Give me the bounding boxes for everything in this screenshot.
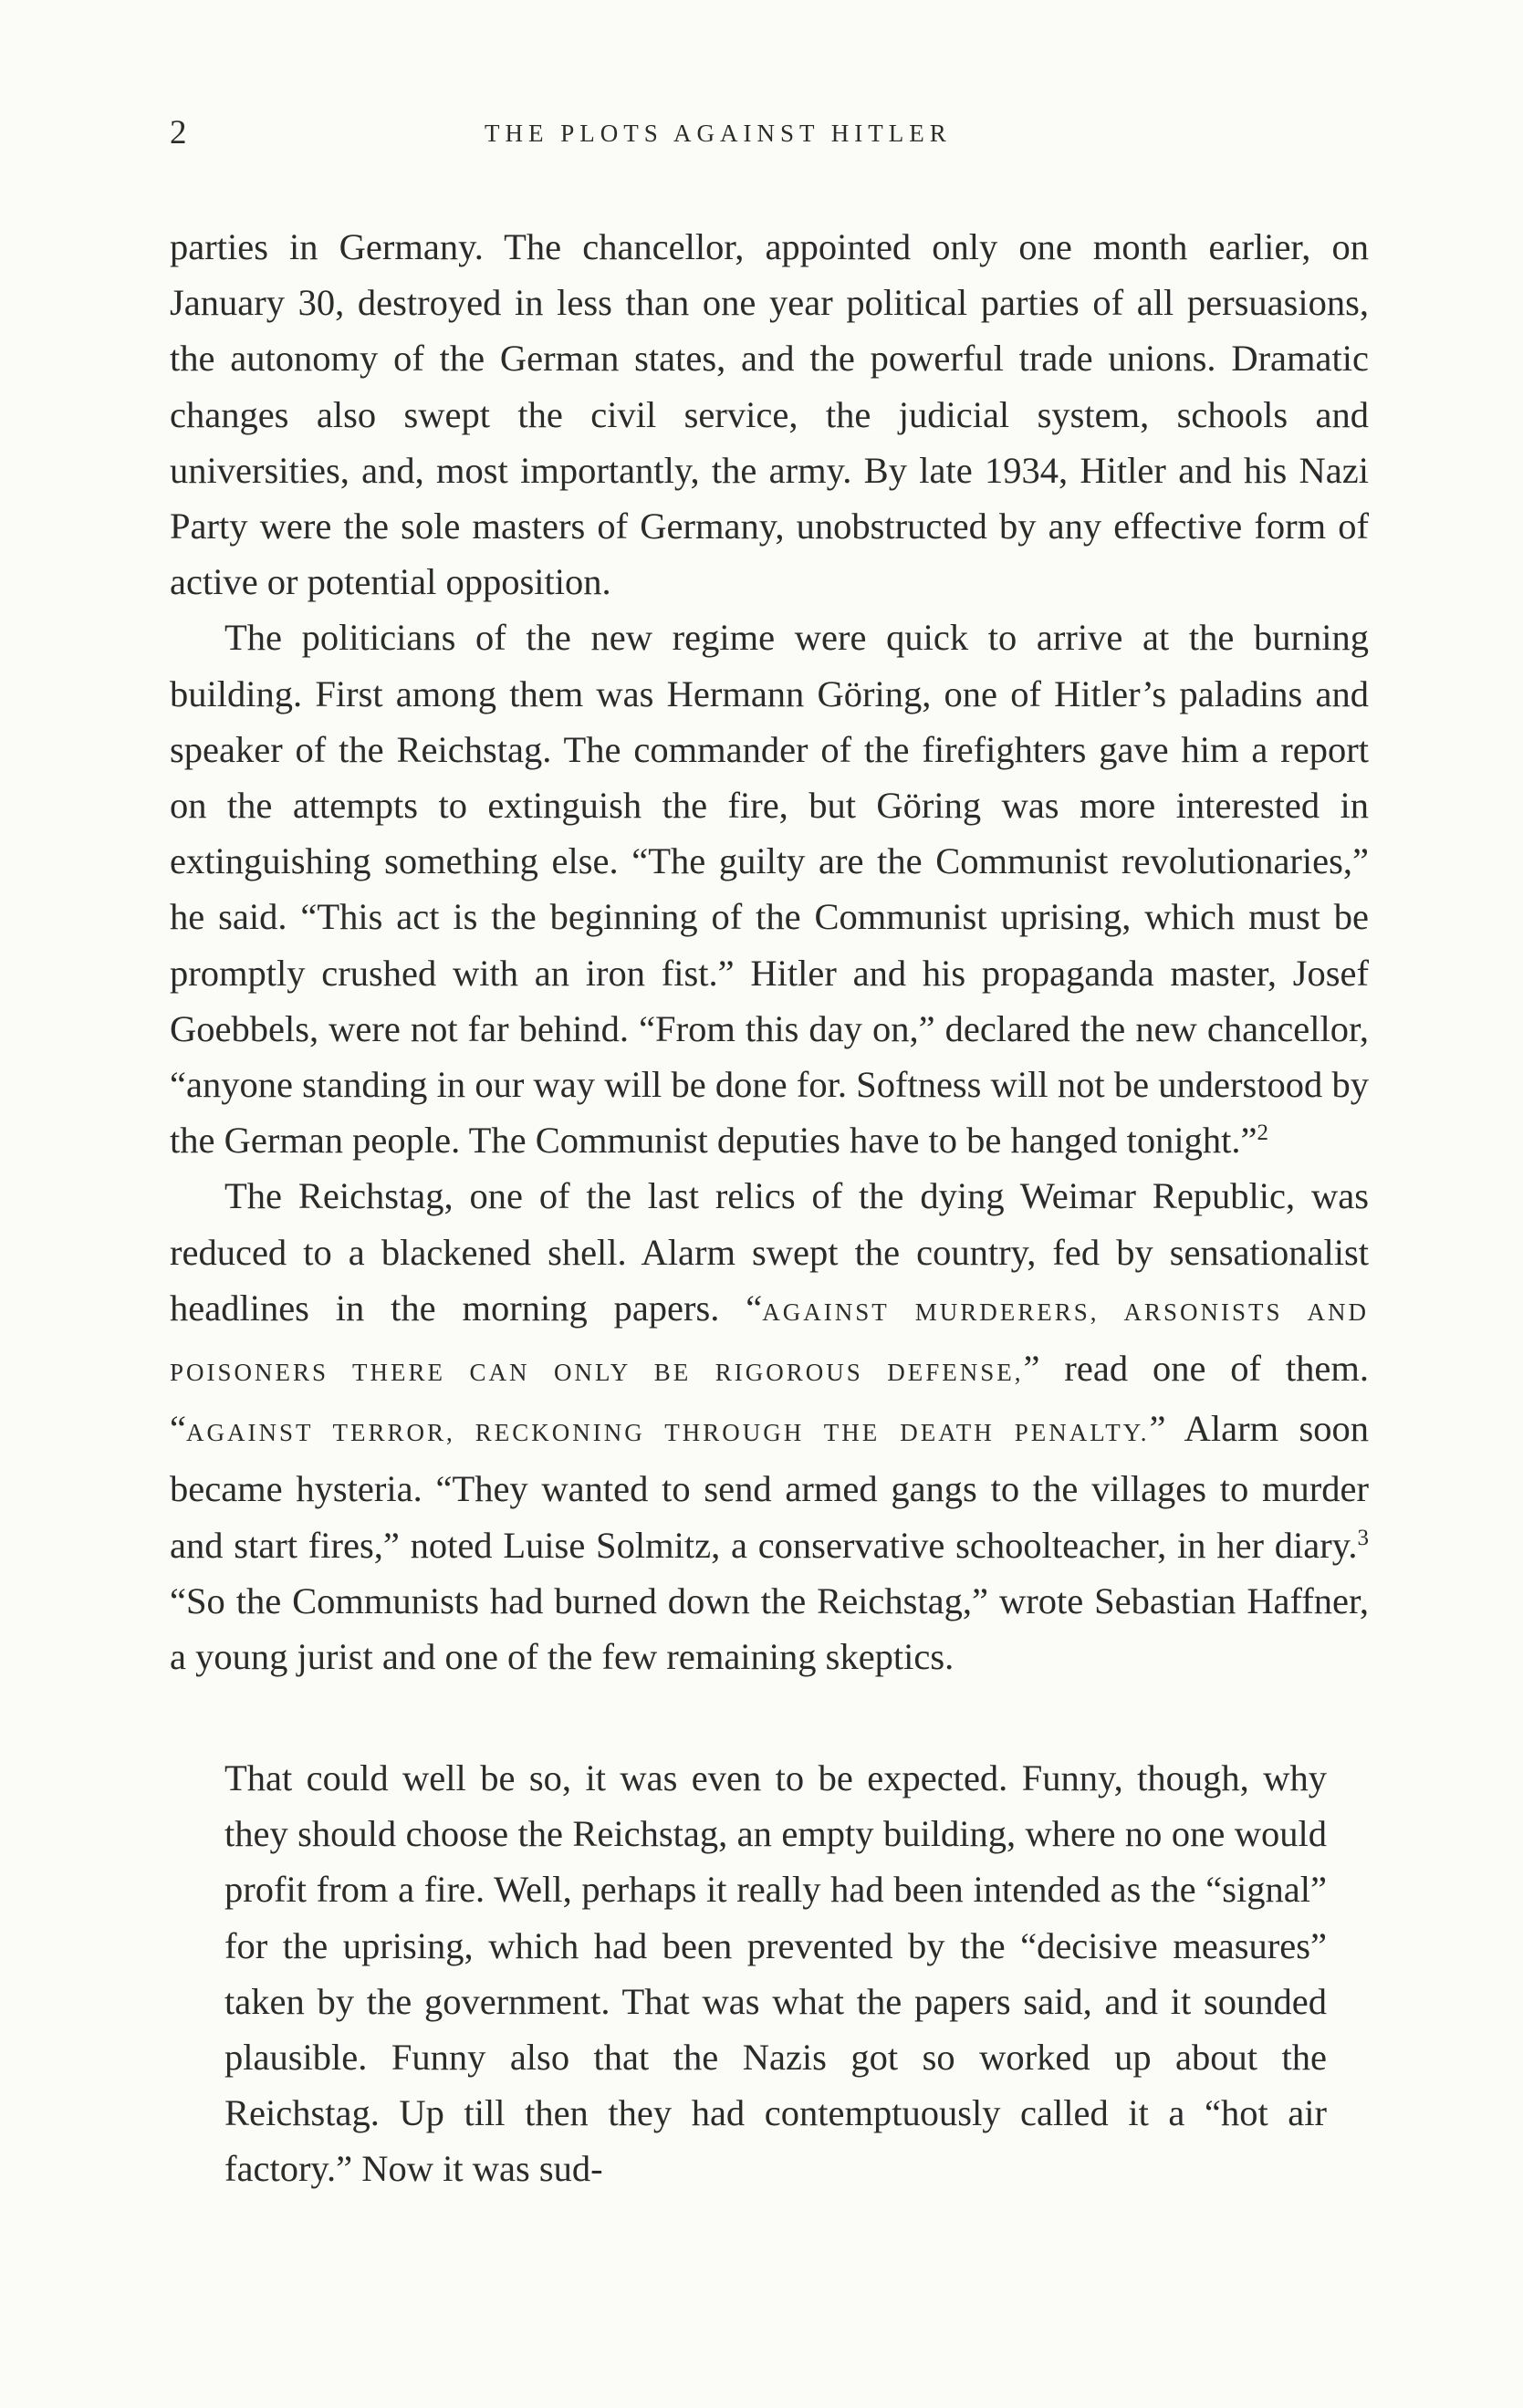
headline-quote-2: AGAINST TERROR, RECKONING THROUGH THE DEATH PENALTY.	[185, 1419, 1150, 1447]
paragraph-3-text-a: The Reichstag, one of the last relics of the dying Weimar Republic, was reduced to a blackened shell. Alarm swept the country, fed by sensationalist headlines in the morning papers. “	[170, 1175, 1369, 1329]
paragraph-2	[170, 610, 1369, 1168]
block-quote-text: That could well be so, it was even to be expected. Funny, though, why they should choose the Reichstag, an empty building, where no one would profit from a fire. Well, perhaps it really had been intended as the “signal” for the uprising, which had been prevented by the “decisive measures” taken by the government. That was what the papers said, and it sounded plausible. Funny also that the Nazis got so worked up about the Reichstag. Up till then they had contemptuously called it a “hot air factory.” Now it was sud-	[224, 1757, 1327, 2190]
footnote-ref-2: 2	[1257, 1121, 1268, 1146]
paragraph-2-text: The politicians of the new regime were quick to arrive at the burning building. First among them was Hermann Göring, one of Hitler’s paladins and speaker of the Reichstag. The commander of the firefighters gave him a report on the attempts to extinguish the fire, but Göring was more interested in extinguishing something else. “The guilty are the Communist revolutionaries,” he said. “This act is the beginning of the Communist uprising, which must be promptly crushed with an iron fist.” Hitler and his propaganda master, Josef Goebbels, were not far behind. “From this day on,” declared the new chancellor, “anyone standing in our way will be done for. Softness will not be understood by the German people. The Communist deputies have to be hanged tonight.”	[170, 617, 1369, 1162]
paragraph-1: parties in Germany. The chancellor, appointed only one month earlier, on January 30, destroyed in less than one year political parties of all persuasions, the autonomy of the German states, and the powerful trade unions. Dramatic changes also swept the civil service, the judicial system, schools and universities, and, most importantly, the army. By late 1934, Hitler and his Nazi Party were the sole masters of Germany, unobstructed by any effective form of active or potential opposition.	[170, 226, 1369, 603]
footnote-ref-3: 3	[1357, 1525, 1369, 1550]
page-number: 2	[170, 114, 187, 151]
paragraph-3	[170, 1168, 1369, 1684]
paragraph-3-text-d: “So the Communists had burned down the Reichstag,” wrote Sebastian Haffner, a young jurist and one of the few remaining skeptics.	[170, 1579, 1369, 1678]
body-text	[170, 219, 1369, 1684]
page-header	[170, 111, 1347, 155]
running-head: THE PLOTS AGAINST HITLER	[485, 120, 952, 147]
paragraph-3-text-b: ” read one of them. “	[170, 1348, 1369, 1450]
block-quote	[224, 1750, 1327, 2197]
paragraph-3-text-c: ” Alarm soon became hysteria. “They wanted to send armed gangs to the villages to murder and start fires,” noted Luise Solmitz, a conservative schoolteacher, in her diary.	[170, 1408, 1369, 1566]
headline-quote-1: AGAINST MURDERERS, ARSONISTS AND POISONERS THERE CAN ONLY BE RIGOROUS DEFENSE,	[170, 1298, 1370, 1387]
